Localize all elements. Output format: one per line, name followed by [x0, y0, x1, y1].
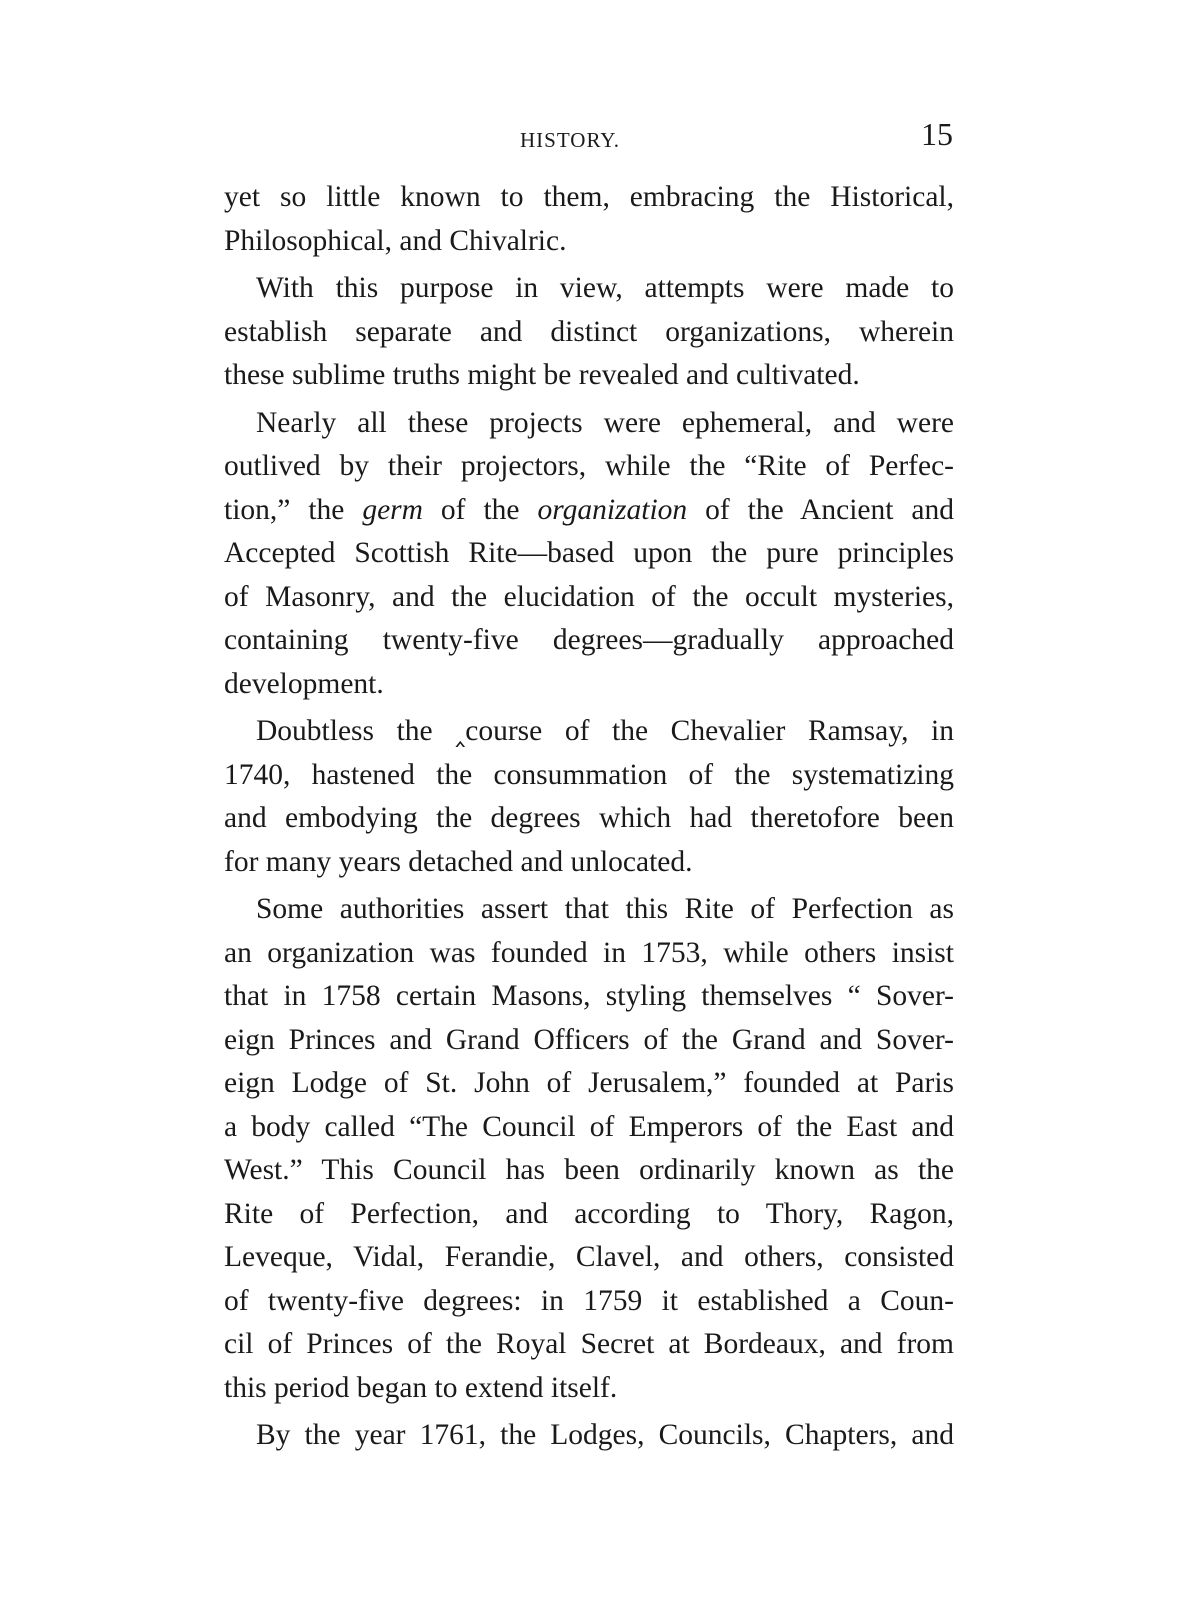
paragraph: [224, 1414, 954, 1458]
text-line: development.: [224, 667, 384, 700]
text-line: West.” This Council has been ordinarily known as the: [224, 1154, 954, 1186]
paragraph: [224, 176, 954, 263]
text-line: containing twenty-five degrees—gradually approached: [224, 624, 954, 656]
text-line: this period began to extend itself.: [224, 1371, 618, 1404]
running-title: HISTORY.: [520, 128, 621, 152]
paragraph: [224, 888, 954, 1410]
text-line: cil of Princes of the Royal Secret at Bordeaux, and from: [224, 1328, 954, 1360]
text-line: establish separate and distinct organizations, wherein: [224, 315, 954, 348]
text-line: yet so little known to them, embracing the Historical,: [224, 181, 954, 213]
text-line: Rite of Perfection, and according to Thory, Ragon,: [224, 1197, 954, 1230]
page-number: 15: [921, 116, 953, 152]
text-line: an organization was founded in 1753, while others insist: [224, 936, 954, 969]
text-line: that in 1758 certain Masons, styling themselves “ Sover-: [224, 980, 954, 1012]
text-line: With this purpose in view, attempts were made to: [256, 272, 954, 304]
text-line: Leveque, Vidal, Ferandie, Clavel, and others, consisted: [224, 1241, 954, 1273]
text-line: these sublime truths might be revealed and cultivated.: [224, 359, 860, 391]
text-line: outlived by their projectors, while the “Rite of Perfec-: [224, 450, 954, 482]
body-text: [224, 176, 954, 1458]
paragraph: [224, 267, 954, 398]
text-line: a body called “The Council of Emperors of the East and: [224, 1110, 954, 1143]
text-line: Some authorities assert that this Rite of Perfection as: [256, 893, 954, 925]
text-line: for many years detached and unlocated.: [224, 845, 693, 878]
text-line: Philosophical, and Chivalric.: [224, 224, 567, 257]
text-line: of Masonry, and the elucidation of the occult mysteries,: [224, 580, 954, 613]
text-line: tion,” the germ of the organization of the Ancient and: [224, 493, 954, 526]
text-line: 1740, hastened the consummation of the systematizing: [224, 758, 954, 791]
text-line: and embodying the degrees which had theretofore been: [224, 802, 954, 834]
text-line: eign Lodge of St. John of Jerusalem,” founded at Paris: [224, 1067, 954, 1099]
text-line: of twenty-five degrees: in 1759 it established a Coun-: [224, 1284, 954, 1317]
paragraph: [224, 710, 954, 884]
text-line: Nearly all these projects were ephemeral, and were: [256, 406, 954, 439]
text-line: Doubtless the ‸course of the Chevalier Ramsay, in: [256, 715, 954, 747]
paragraph: [224, 402, 954, 707]
text-line: Accepted Scottish Rite—based upon the pure principles: [224, 537, 954, 569]
text-line: eign Princes and Grand Officers of the Grand and Sover-: [224, 1023, 954, 1056]
text-line: By the year 1761, the Lodges, Councils, Chapters, and: [256, 1419, 954, 1451]
